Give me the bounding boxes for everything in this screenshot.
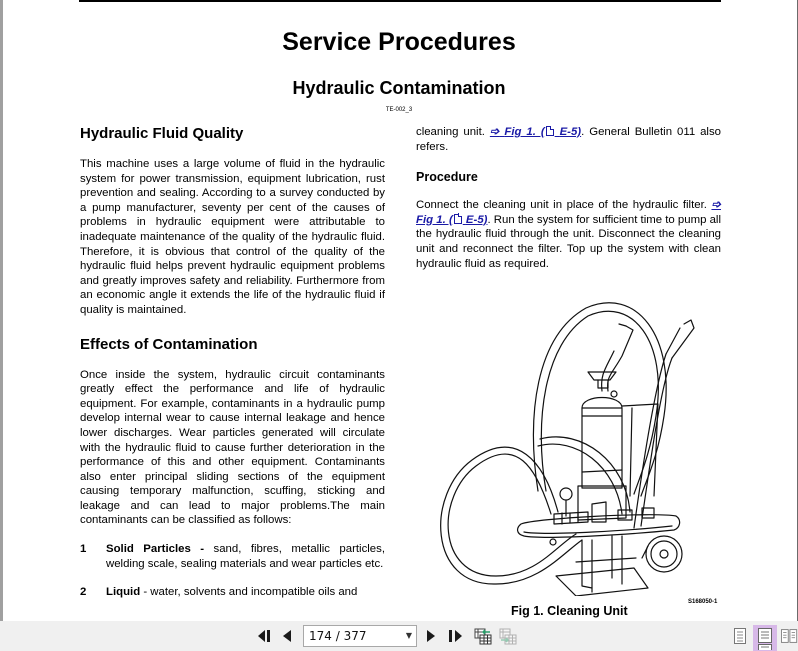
section-body-fluid-quality: This machine uses a large volume of fluid in the hydraulic system for power transmission, equipment lubrication, rust prevention and sealing. According to a survey conducted by a pump manufacturer, seventy per cent of the causes of problems in hydraulic equipment were attributable to inadequate maintenance of the quality of the hydraulic fluid. Therefore, it is obvious that control of the quality of the hydraulic fluid helps prevent hydraulic equipment problems and greatly improves safety and reliability. Furthermore from an economic angle it extends the life of the hydraulic fluid if quality is maintained. (80, 158, 385, 316)
prev-page-icon (282, 629, 292, 643)
list-item (80, 542, 385, 571)
page-icon (454, 214, 462, 224)
page-title: Service Procedures (282, 28, 516, 56)
list-number: 1 (80, 543, 87, 556)
left-column (80, 124, 385, 600)
intro-paragraph: cleaning unit. ➩ Fig 1. ( E-5). General Bulletin 011 also refers. (416, 126, 721, 153)
continuous-page-icon (758, 628, 772, 650)
facing-pages-view-button[interactable] (781, 627, 798, 645)
header-rule (79, 0, 721, 2)
next-view-button[interactable] (498, 627, 518, 645)
list-body (106, 542, 385, 571)
arrow-icon: ➩ (711, 199, 721, 212)
next-page-icon (426, 629, 436, 643)
facing-pages-icon (781, 628, 798, 644)
single-page-icon (734, 628, 746, 644)
figure-caption: Fig 1. Cleaning Unit (511, 604, 628, 618)
page-left-border (0, 0, 3, 621)
list-term: Solid Particles - (106, 543, 205, 556)
single-page-view-button[interactable] (732, 627, 748, 645)
prev-page-button[interactable] (280, 627, 294, 645)
navigation-toolbar (0, 621, 798, 651)
first-page-button[interactable] (256, 627, 274, 645)
page-subtitle: Hydraulic Contamination (292, 78, 506, 98)
right-column (416, 125, 721, 271)
previous-view-icon (474, 627, 492, 645)
arrow-icon: ➩ (489, 126, 500, 138)
list-item-partial: 2 Liquid - water, solvents and incompatible oils and (80, 586, 358, 599)
last-page-button[interactable] (447, 627, 465, 645)
page-number-dropdown[interactable] (303, 625, 417, 647)
first-page-icon (257, 629, 273, 643)
page-indicator: 174 / 377 (309, 629, 367, 643)
section-body-effects: Once inside the system, hydraulic circuit contaminants greatly effect the performance and life of hydraulic equipment. For example, contaminants in a hydraulic pump develop internal wear to cause internal leakage and hence lower discharges. Wear particles generated will circulate with the hydraulic fluid to cause further deterioration in the performance of this and other equipment. Contaminants also enter principal sliding sections of the equipment causing temporary malfunction, scuffing, sticking and leakage and can lead to major problems.The main contaminants can be classified as follows: (80, 368, 385, 527)
previous-view-button[interactable] (473, 627, 493, 645)
procedure-paragraph: Connect the cleaning unit in place of the hydraulic filter. ➩ Fig 1. ( E-5). Run the system for sufficient time to pump all the hydraulic fluid through the unit. Disconnect the cleaning unit and reconnect the filter. Top up the system with clean hydraulic fluid as required. (416, 199, 721, 270)
page-icon (546, 126, 554, 136)
next-view-icon (499, 627, 517, 645)
fig1-link-2[interactable]: ➩ Fig 1. ( E-5) (416, 199, 721, 226)
section-heading-fluid-quality: Hydraulic Fluid Quality (80, 125, 244, 142)
document-code: TE-002_3 (385, 107, 413, 113)
next-page-button[interactable] (424, 627, 438, 645)
figure-reference: S168050-1 (688, 599, 718, 605)
fig1-link[interactable]: ➩ Fig 1. ( E-5) (489, 126, 582, 138)
list-text: sand, fibres, metallic particles, welding scale, sealing materials and wear particles etc. (106, 543, 385, 570)
procedure-heading: Procedure (416, 170, 478, 185)
continuous-view-button[interactable] (753, 625, 777, 651)
cleaning-unit-illustration (436, 296, 726, 596)
chevron-down-icon: ▼ (405, 631, 412, 640)
section-heading-effects: Effects of Contamination (80, 335, 258, 353)
last-page-icon (448, 629, 464, 643)
